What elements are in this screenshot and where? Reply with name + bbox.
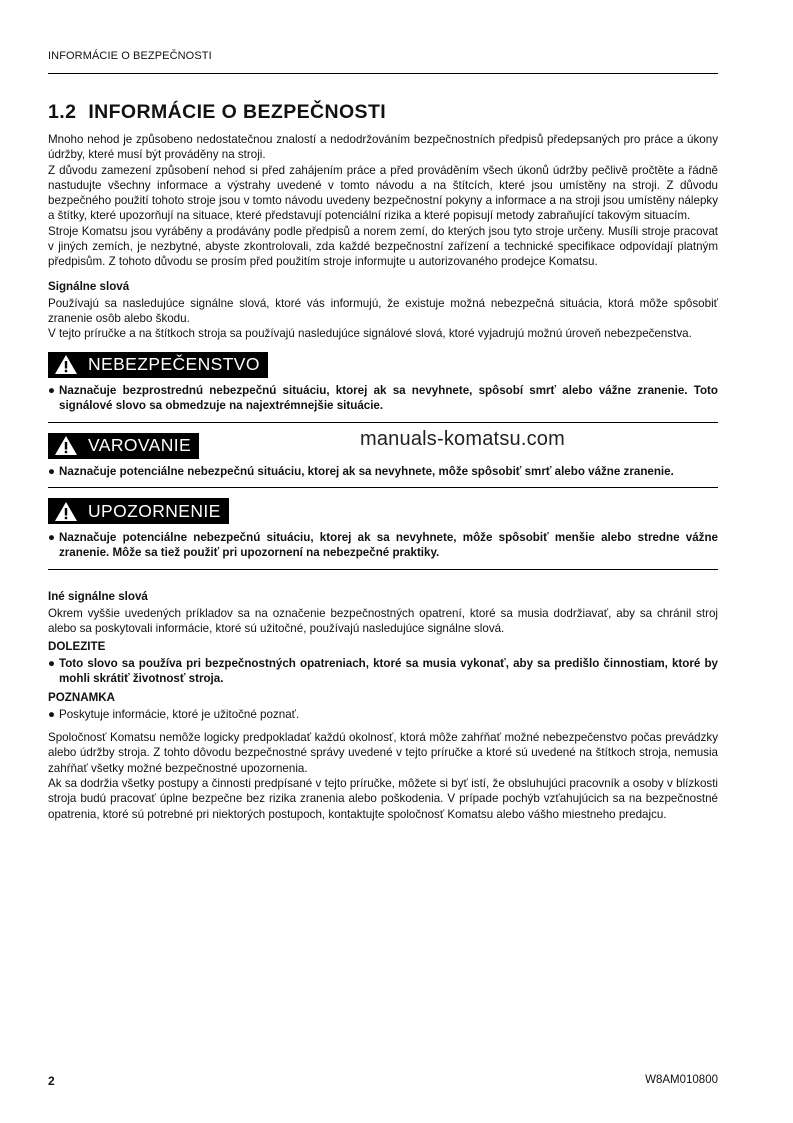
document-page bbox=[48, 0, 718, 1123]
important-label: DOLEZITE bbox=[48, 640, 106, 654]
other-signal-words-paragraph: Okrem vyššie uvedených príkladov sa na označenie bezpečnostných opatrení, ktoré sa musia dodržiavať, aby sa chránil stroj alebo sa poskytovali informácie, ktoré sú užitočné, používajú nasledujúce signálne slová. bbox=[48, 606, 718, 635]
caution-description: ● Naznačuje potenciálne nebezpečnú situáciu, ktorej ak sa nevyhnete, môže spôsobiť menšie alebo stredne vážne zranenie. Môže sa tiež použiť pri upozornení na nebezpečné praktiky. bbox=[48, 530, 718, 560]
caution-label bbox=[48, 498, 229, 524]
divider bbox=[48, 487, 718, 488]
watermark: manuals-komatsu.com bbox=[360, 428, 565, 450]
caution-block bbox=[48, 498, 718, 569]
closing-paragraph: Spoločnosť Komatsu nemôže logicky predpokladať každú okolnosť, ktorá môže zahŕňať možné nebezpečenstvo počas prevádzky alebo údržby stroja. Z tohto dôvodu bezpečnostné správy uvedené v tejto príručke a ktoré sú uvedené na štítkoch stroja, nemusia zahŕňať všetky možné bezpečnostné upozornenia. bbox=[48, 731, 718, 775]
caution-label-text: UPOZORNENIE bbox=[88, 500, 221, 521]
warning-triangle-icon bbox=[54, 354, 78, 375]
other-signal-words-heading: Iné signálne slová bbox=[48, 589, 148, 603]
danger-block bbox=[48, 352, 718, 423]
signal-words-paragraph: V tejto príručke a na štítkoch stroja sa používajú nasledujúce signálové slová, ktoré vyjadrujú možnú úroveň nebezpečenstva. bbox=[48, 327, 692, 341]
danger-label bbox=[48, 352, 268, 378]
section-number: 1.2 bbox=[48, 101, 77, 123]
content bbox=[48, 101, 718, 822]
document-code: W8AM010800 bbox=[645, 1074, 718, 1086]
warning-label bbox=[48, 433, 199, 459]
warning-triangle-icon bbox=[54, 501, 78, 522]
section-heading bbox=[48, 101, 718, 124]
signal-words-paragraph: Používajú sa nasledujúce signálne slová, ktoré vás informujú, že existuje možná nebezpečná situácia, ktorá môže spôsobiť zranenie osôb alebo škodu. bbox=[48, 296, 718, 325]
warning-triangle-icon bbox=[54, 435, 78, 456]
note-label: POZNAMKA bbox=[48, 690, 115, 704]
note-description: ● Poskytuje informácie, ktoré je užitočné poznať. bbox=[48, 707, 300, 721]
intro-paragraph: Mnoho nehod je způsobeno nedostatečnou znalostí a nedodržováním bezpečnostních předpisů předepsaných pro práce a úkony údržby, které musí být prováděny na stroji. bbox=[48, 133, 718, 162]
page-number: 2 bbox=[48, 1074, 55, 1088]
signal-words-heading: Signálne slová bbox=[48, 279, 130, 293]
intro-paragraph: Z důvodu zamezení způsobení nehod si před zahájením práce a před prováděním všech úkonů údržby pečlivě pročtěte a řádně nastudujte všechny informace a výstrahy uvedené v tomto návodu a na štítcích, které jsou umístěny na stroji. Z důvodu bezpečného použití tohoto stroje jsou v tomto návodu uvedeny bezpečnostní pokyny a informace a na stroji jsou umístěny nálepky a štítky, které upozorňují na situace, které představují potenciální rizika a které popisují metody zabraňující takovým situacím. bbox=[48, 163, 718, 223]
intro-paragraph: Stroje Komatsu jsou vyráběny a prodávány podle předpisů a norem zemí, do kterých jsou tyto stroje určeny. Musíli stroje pracovat v jiných zemích, je nezbytné, abyste zkontrolovali, zda každé bezpečnostní zařízení a technické specifikace odpovídají platným předpisům. Z tohoto důvodu se prosím před použitím stroje informujte u autorizovaného prodejce Komatsu. bbox=[48, 224, 718, 269]
danger-label-text: NEBEZPEČENSTVO bbox=[88, 354, 260, 375]
section-title: INFORMÁCIE O BEZPEČNOSTI bbox=[88, 101, 387, 123]
warning-description: ● Naznačuje potenciálne nebezpečnú situáciu, ktorej ak sa nevyhnete, môže spôsobiť smrť alebo vážne zranenie. bbox=[48, 465, 674, 479]
divider bbox=[48, 422, 718, 423]
important-description: ● Toto slovo sa používa pri bezpečnostných opatreniach, ktoré sa musia vykonať, aby sa predišlo činnostiam, ktoré by mohli skrátiť životnosť stroja. bbox=[48, 657, 718, 686]
header-rule bbox=[48, 73, 718, 74]
running-header: INFORMÁCIE O BEZPEČNOSTI bbox=[48, 50, 212, 62]
warning-label-text: VAROVANIE bbox=[88, 435, 192, 456]
closing-paragraph: Ak sa dodržia všetky postupy a činnosti predpísané v tejto príručke, môžete si byť istí, že obsluhujúci pracovník a osoby v blízkosti stroja budú pracovať úplne bezpečne bez rizika zranenia alebo poškodenia. V prípade pochýb vzťahujúcich sa na bezpečnostné opatrenia, ktoré sú potrebné pri niektorých postupoch, kontaktujte spoločnosť Komatsu alebo vášho miestneho predajcu. bbox=[48, 776, 718, 821]
danger-description: ● Naznačuje bezprostrednú nebezpečnú situáciu, ktorej ak sa nevyhnete, spôsobí smrť alebo vážne zranenie. Toto signálové slovo sa obmedzuje na najextrémnejšie situácie. bbox=[48, 384, 718, 413]
